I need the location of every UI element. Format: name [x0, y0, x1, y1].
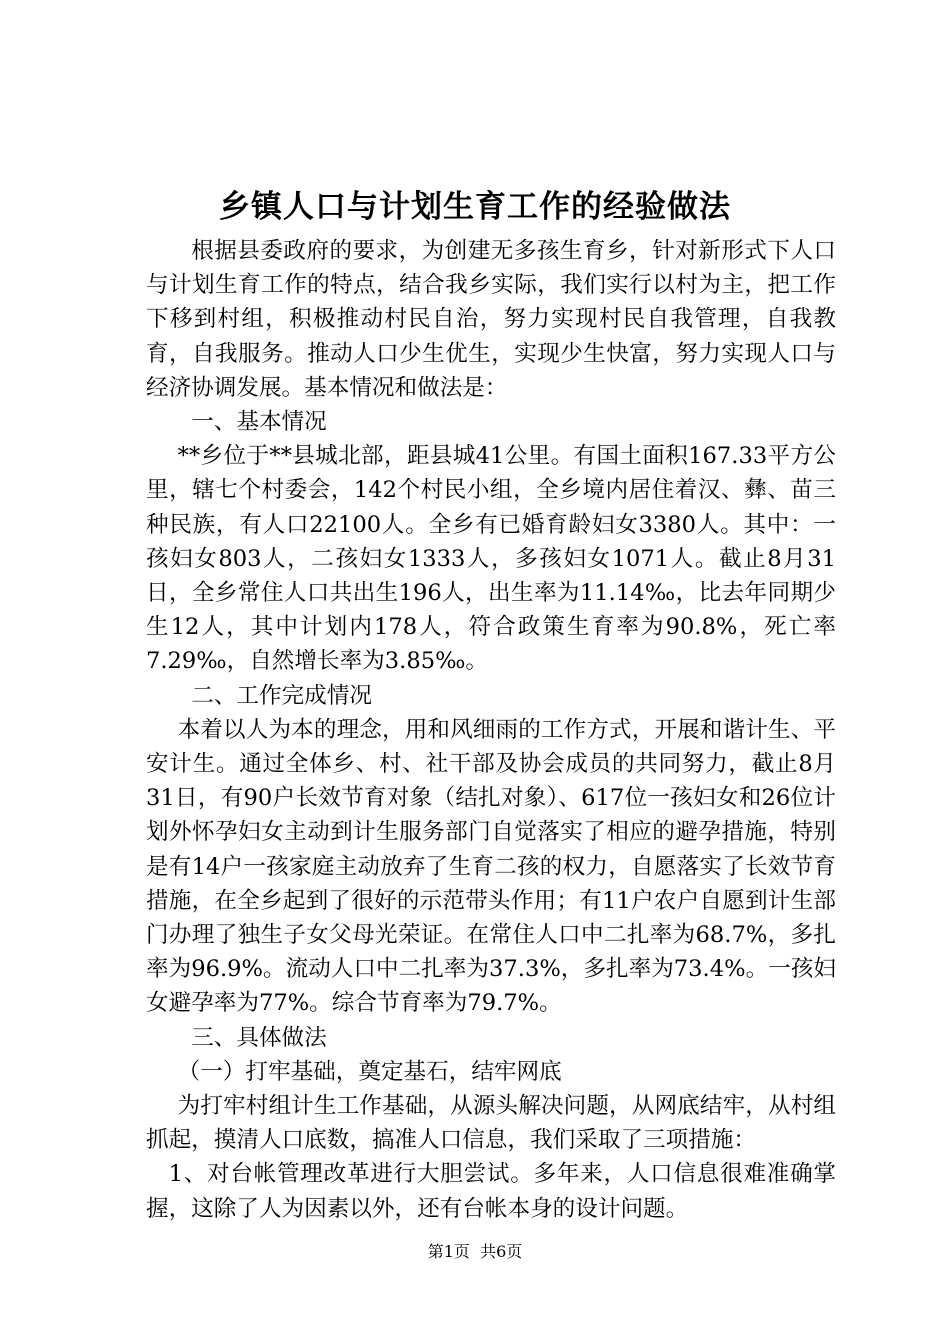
work-completion-paragraph: 本着以人为本的理念，用和风细雨的工作方式，开展和谐计生、平安计生。通过全体乡、村、社干部及协会成员的共同努力，截止8月31日，有90户长效节育对象（结扎对象）、617位一孩妇女和26位计划外怀孕妇女主动到计生服务部门自觉落实了相应的避孕措施，特别是有14户一孩家庭主动放弃了生育二孩的权力，自愿落实了长效节育措施，在全乡起到了很好的示范带头作用；有11户农户自愿到计生部门办理了独生子女父母光荣证。在常住人口中二扎率为68.7%，多扎率为96.9%。流动人口中二扎率为37.3%，多扎率为73.4%。一孩妇女避孕率为77%。综合节育率为79.7%。	[146, 716, 836, 1017]
foundation-paragraph: 为打牢村组计生工作基础，从源头解决问题，从网底结牢，从村组抓起，摸清人口底数，搞准人口信息，我们采取了三项措施：	[146, 1093, 836, 1154]
document-title: 乡镇人口与计划生育工作的经验做法	[219, 189, 731, 225]
basic-situation-paragraph: **乡位于**县城北部，距县城41公里。有国土面积167.33平方公里，辖七个村委会，142个村民小组，全乡境内居住着汉、彝、苗三种民族，有人口22100人。全乡有已婚育龄妇女3380人。其中：一孩妇女803人，二孩妇女1333人，多孩妇女1071人。截止8月31日，全乡常住人口共出生196人，出生率为11.14‰，比去年同期少生12人，其中计划内178人，符合政策生育率为90.8%，死亡率7.29‰，自然增长率为3.85‰。	[146, 443, 836, 675]
section-heading-basic-situation: 一、基本情况	[191, 409, 327, 436]
section-heading-work-completion: 二、工作完成情况	[191, 682, 372, 709]
subsection-heading-foundation: （一）打牢基础，奠定基石，结牢网底	[177, 1058, 562, 1085]
page-number-footer: 第1页 共6页	[427, 1242, 523, 1261]
section-heading-specific-practices: 三、具体做法	[191, 1024, 327, 1051]
document-body	[146, 234, 836, 1226]
intro-paragraph: 根据县委政府的要求，为创建无多孩生育乡，针对新形式下人口与计划生育工作的特点，结合我乡实际，我们实行以村为主，把工作下移到村组，积极推动村民自治，努力实现村民自我管理，自我教育，自我服务。推动人口少生优生，实现少生快富，努力实现人口与经济协调发展。基本情况和做法是：	[146, 238, 836, 401]
measure-one-paragraph: 1、对台帐管理改革进行大胆尝试。多年来，人口信息很难准确掌握，这除了人为因素以外，还有台帐本身的设计问题。	[146, 1161, 836, 1222]
